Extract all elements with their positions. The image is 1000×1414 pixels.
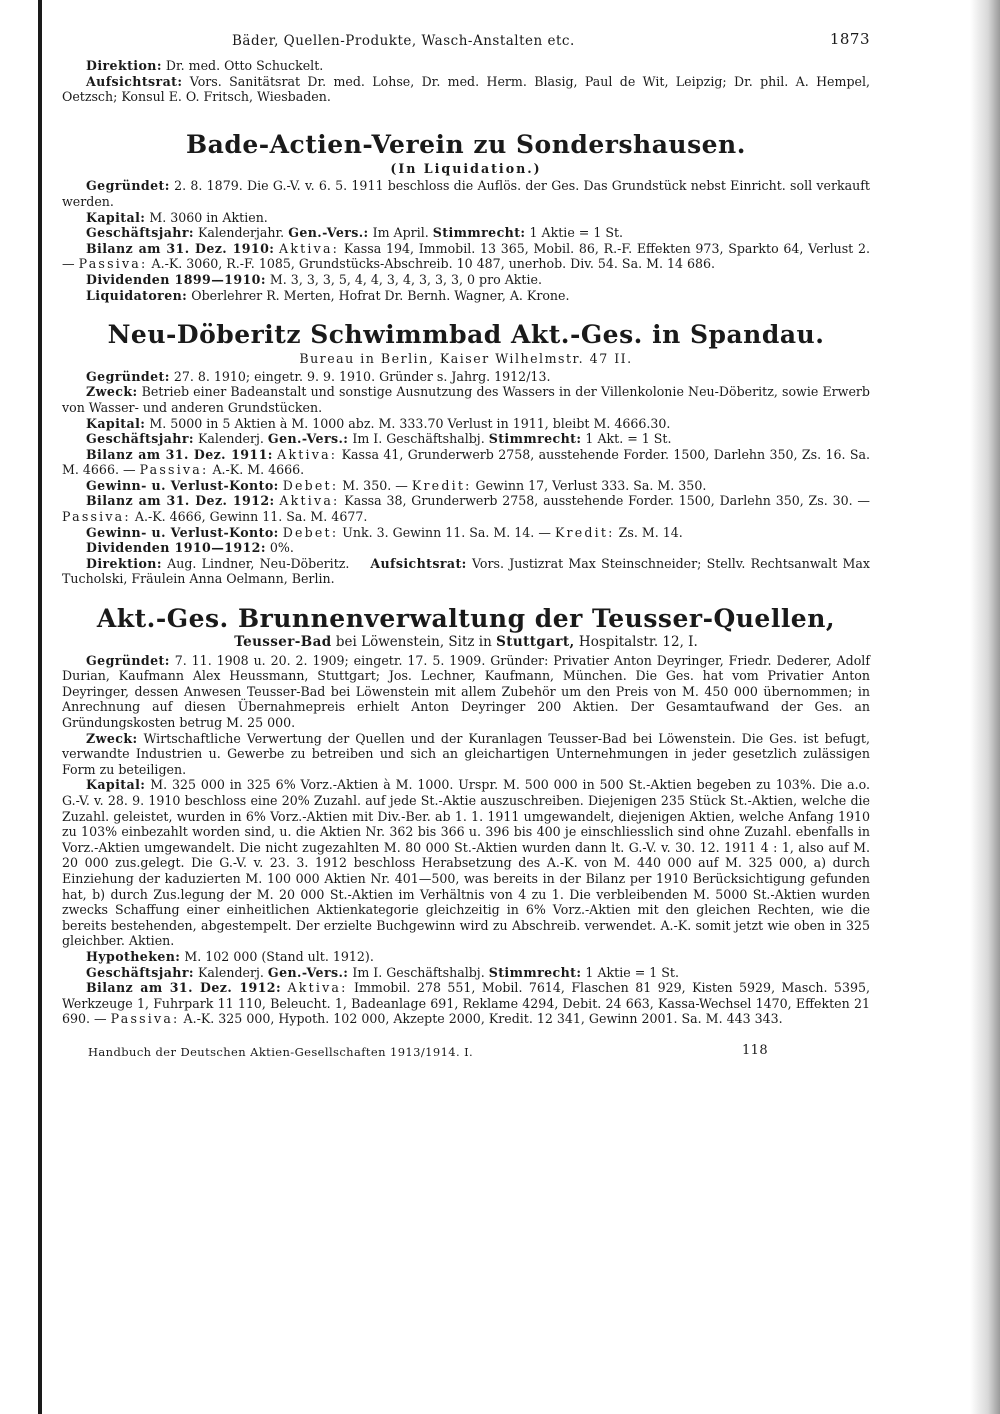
- page-number: 1873: [829, 30, 870, 48]
- neu-gegruendet: Gegründet: 27. 8. 1910; eingetr. 9. 9. 1910. Gründer s. Jahrg. 1912/13.: [86, 368, 551, 384]
- neu-dividenden: Dividenden 1910—1912: 0%.: [86, 540, 294, 556]
- bade-title: Bade-Actien-Verein zu Sondershausen.: [186, 129, 746, 159]
- footer-sheet-number: 118: [742, 1042, 769, 1058]
- neu-direktion: Direktion: Aug. Lindner, Neu-Döberitz. Aufsichtsrat: Vors. Justizrat Max Steinschneider; Stellv. Rechtsanwalt Max Tucholski, Fräulein Anna Oelmann, Berlin.: [62, 555, 870, 587]
- teusser-gegruendet: Gegründet: 7. 11. 1908 u. 20. 2. 1909; eingetr. 17. 5. 1909. Gründer: Privatier Anton Deyringer, Friedr. Dederer, Adolf Durian, Kaufmann Alex Heussmann, Stuttgart; Jos. Lechner, Kaufmann, München. Die Ges. hat vom Privatier Anton Deyringer, dessen Anwesen Teusser-Bad bei Löwenstein mit allem Zubehör um den Preis von M. 450 000 übernommen; in Anrechnung auf diesen Übernahmepreis erhielt Anton Deyringer 200 Aktien. Der Gesamtaufwand der Ges. an Gründungskosten betrug M. 25 000.: [62, 652, 870, 730]
- teusser-subtitle: Teusser-Bad bei Löwenstein, Sitz in Stuttgart, Hospitalstr. 12, I.: [234, 634, 698, 651]
- neu-kapital: Kapital: M. 5000 in 5 Aktien à M. 1000 abz. M. 333.70 Verlust in 1911, bleibt M. 4666.30.: [86, 415, 671, 431]
- top-aufsichtsrat: Aufsichtsrat: Vors. Sanitätsrat Dr. med. Lohse, Dr. med. Herm. Blasig, Paul de Wit, Leipzig; Dr. phil. A. Hempel, Oetzsch; Konsul E. O. Fritsch, Wiesbaden.: [62, 73, 870, 105]
- teusser-hypotheken: Hypotheken: M. 102 000 (Stand ult. 1912).: [86, 948, 374, 964]
- left-binding-strip: [0, 0, 42, 1414]
- bade-dividenden: Dividenden 1899—1910: M. 3, 3, 3, 5, 4, 4, 3, 4, 3, 3, 3, 0 pro Aktie.: [86, 271, 542, 287]
- neu-bilanz-1911: Bilanz am 31. Dez. 1911: Aktiva: Kassa 41, Grunderwerb 2758, ausstehende Forder. 1500, Darlehn 350, Zs. 16. Sa. M. 4666. — Passiva: A.-K. M. 4666.: [62, 446, 870, 478]
- neu-bilanz-1912: Bilanz am 31. Dez. 1912: Aktiva: Kassa 38, Grunderwerb 2758, ausstehende Forder. 1500, Darlehn 350, Zs. 30. — Passiva: A.-K. 4666, Gewinn 11. Sa. M. 4677.: [62, 493, 870, 525]
- page-header: [62, 30, 870, 58]
- top-direktion: Direktion: Dr. med. Otto Schuckelt.: [86, 58, 324, 73]
- neu-guv-1911: Gewinn- u. Verlust-Konto: Debet: M. 350. — Kredit: Gewinn 17, Verlust 333. Sa. M. 350.: [86, 477, 707, 493]
- neu-zweck: Zweck: Betrieb einer Badeanstalt und sonstige Ausnutzung des Wassers in der Villenkolonie Neu-Döberitz, sowie Erwerb von Wasser- und anderen Grundstücken.: [62, 384, 870, 415]
- bade-gegruendet: Gegründet: 2. 8. 1879. Die G.-V. v. 6. 5. 1911 beschloss die Auflös. der Ges. Das Grundstück nebst Einricht. soll verkauft werden.: [62, 178, 870, 209]
- page-footer: [62, 1039, 870, 1065]
- neu-address: Bureau in Berlin, Kaiser Wilhelmstr. 47 II.: [299, 351, 633, 367]
- teusser-bilanz: Bilanz am 31. Dez. 1912: Aktiva: Immobil. 278 551, Mobil. 7614, Flaschen 81 929, Kisten 5929, Masch. 5395, Werkzeuge 1, Fuhrpark 11 110, Beleucht. 1, Badeanlage 691, Reklame 4294, Debit. 24 663, Kassa-Wechsel 1470, Effekten 21 690. — Passiva: A.-K. 325 000, Hypoth. 102 000, Akzepte 2000, Kredit. 12 341, Gewinn 2001. Sa. M. 443 343.: [62, 980, 870, 1027]
- document-page: [62, 30, 870, 1065]
- footer-book-title: Handbuch der Deutschen Aktien-Gesellschaften 1913/1914. I.: [88, 1044, 474, 1059]
- bade-liquidation-note: (In Liquidation.): [390, 160, 542, 176]
- neu-geschaeftsjahr: Geschäftsjahr: Kalenderj. Gen.-Vers.: Im I. Geschäftshalbj. Stimmrecht: 1 Akt. = 1 St.: [86, 431, 672, 447]
- teusser-zweck: Zweck: Wirtschaftliche Verwertung der Quellen und der Kuranlagen Teusser-Bad bei Löwenstein. Die Ges. ist befugt, verwandte Industrien u. Gewerbe zu betreiben und sich an gleichartigen Unternehmungen in jeder gesetzlich zulässigen Form zu beteiligen.: [62, 730, 870, 777]
- bade-liquidatoren: Liquidatoren: Oberlehrer R. Merten, Hofrat Dr. Bernh. Wagner, A. Krone.: [86, 287, 570, 303]
- teusser-title: Akt.-Ges. Brunnenverwaltung der Teusser-Quellen,: [96, 604, 836, 634]
- teusser-geschaeftsjahr: Geschäftsjahr: Kalenderj. Gen.-Vers.: Im I. Geschäftshalbj. Stimmrecht: 1 Aktie = 1 St.: [86, 964, 679, 980]
- teusser-kapital: Kapital: M. 325 000 in 325 6% Vorz.-Aktien à M. 1000. Urspr. M. 500 000 in 500 St.-Aktien begeben zu 103%. Die a.o. G.-V. v. 28. 9. 1910 beschloss eine 20% Zuzahl. auf jede St.-Aktie auszuschreiben. Diejenigen 235 Stück St.-Aktien, welche die Zuzahl. geleistet, wurden in 6% Vorz.-Aktien mit Div.-Ber. ab 1. 1. 1911 umgewandelt, diejenigen Aktien, welche Anfang 1910 zu 103% einbezahlt worden sind, u. die Aktien Nr. 362 bis 366 u. 396 bis 400 je einschliesslich sind ohne Zuzahl. ebenfalls in Vorz.-Aktien umgewandelt. Die nicht zugezahlten M. 80 000 St.-Aktien wurden dann lt. G.-V. v. 30. 12. 1911 4 : 1, also auf M. 20 000 zus.gelegt. Die G.-V. v. 23. 3. 1912 beschloss Herabsetzung des A.-K. von M. 440 000 auf M. 325 000, a) durch Einziehung der kaduzierten M. 100 000 Aktien Nr. 401—500, was bereits in der Bilanz per 1910 Berücksichtigung gefunden hat, b) durch Zus.legung der M. 20 000 St.-Aktien im Verhältnis von 4 zu 1. Die verbleibenden M. 5000 St.-Aktien wurden zwecks Schaffung einer einheitlichen Aktienkategorie gleichzeitig in 6% Vorz.-Aktien mit den gleichen Rechten, wie die bereits bestehenden, abgestempelt. Der erzielte Buchgewinn wird zu Abschreib. verwendet. A.-K. somit jetzt wie oben in 325 gleichber. Aktien.: [62, 777, 870, 949]
- bade-bilanz: Bilanz am 31. Dez. 1910: Aktiva: Kassa 194, Immobil. 13 365, Mobil. 86, R.-F. Effekten 973, Sparkto 64, Verlust 2. — Passiva: A.-K. 3060, R.-F. 1085, Grundstücks-Abschreib. 10 487, unerhob. Div. 54. Sa. M. 14 686.: [62, 240, 870, 272]
- right-page-edge: [970, 0, 1000, 1414]
- bade-kapital: Kapital: M. 3060 in Aktien.: [86, 209, 268, 225]
- bade-geschaeftsjahr: Geschäftsjahr: Kalenderjahr. Gen.-Vers.: Im April. Stimmrecht: 1 Aktie = 1 St.: [86, 225, 624, 241]
- neu-guv-1912: Gewinn- u. Verlust-Konto: Debet: Unk. 3. Gewinn 11. Sa. M. 14. — Kredit: Zs. M. 14.: [86, 524, 683, 540]
- running-title: Bäder, Quellen-Produkte, Wasch-Anstalten etc.: [232, 33, 575, 49]
- neu-title: Neu-Döberitz Schwimmbad Akt.-Ges. in Spandau.: [107, 320, 825, 350]
